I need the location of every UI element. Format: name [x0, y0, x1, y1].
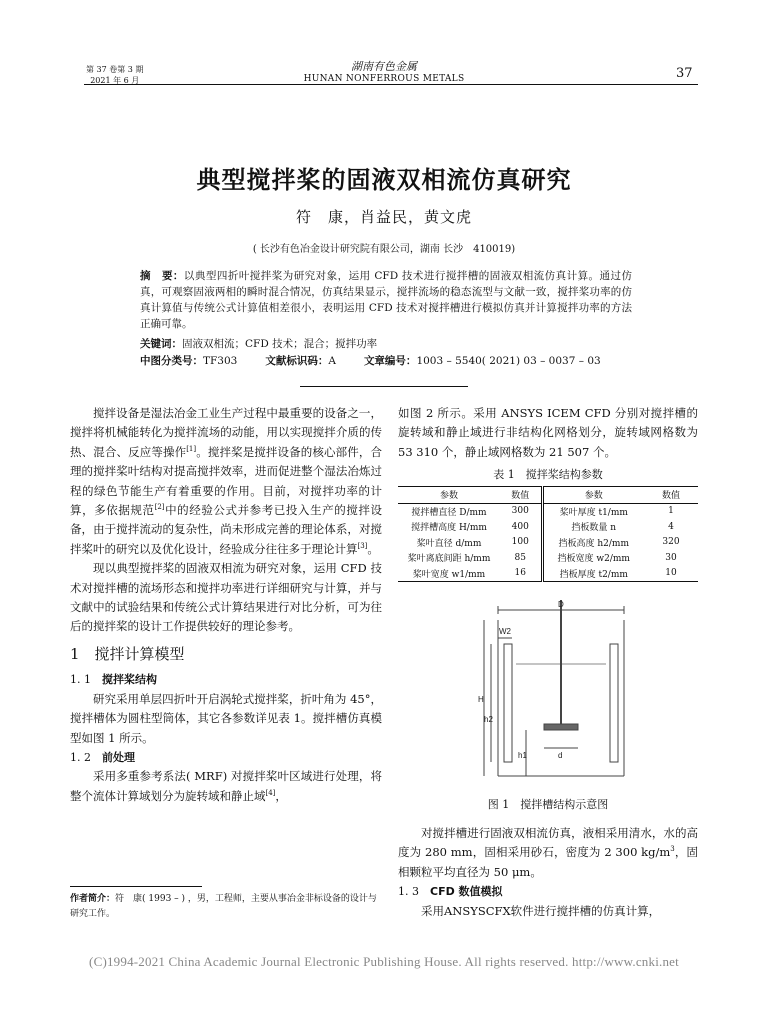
- figure-1-caption: 图 1 搅拌槽结构示意图: [487, 798, 609, 811]
- copyright-notice: (C)1994-2021 China Academic Journal Electronic Publishing House. All rights reserved. http://www.cnki.net: [89, 954, 679, 969]
- page-number: 37: [676, 66, 693, 81]
- footnote-rule: [70, 886, 202, 887]
- classification-line: [140, 353, 640, 369]
- journal-header: [250, 60, 518, 85]
- label-w2: W2: [499, 627, 511, 636]
- abstract-text: 以典型四折叶搅拌桨为研究对象，运用 CFD 技术进行搅拌槽的固液双相流仿真计算。通过仿真，可观察固液两相的瞬时混合情况，仿真结果显示，搅拌流场的稳态流型与文献一致，搅拌桨功率的仿真计算值与传统公式计算值相差很小，表明运用 CFD 技术对搅拌槽进行模拟仿真并计算搅拌功率的方法正确可靠。: [140, 270, 632, 330]
- section-1-1-paragraph: 研究采用单层四折叶开启涡轮式搅拌桨，折叶角为 45°，搅拌槽体为圆柱型筒体，其它各参数详见表 1。搅拌槽仿真模型如图 1 所示。: [70, 691, 382, 745]
- section-1-1-heading: 1. 1 搅拌桨结构: [70, 673, 157, 687]
- superscript-3: 3: [670, 845, 675, 854]
- section-1-2-paragraph: 采用多重参考系法( MRF) 对搅拌桨叶区域进行处理，将整个流体计算域划分为旋转域和静止域[4]，: [70, 769, 382, 803]
- keywords: [140, 336, 640, 352]
- table-1: [398, 486, 698, 582]
- volume-issue: 第 37 卷第 3 期: [86, 65, 144, 74]
- baffle-right: [610, 644, 618, 762]
- table-header-cell: 参数: [584, 491, 603, 502]
- table-header-row: [398, 487, 698, 504]
- citation-3: [3]: [357, 542, 368, 551]
- journal-name-cn: 湖南有色金属: [351, 60, 417, 73]
- baffle-left: [504, 644, 512, 762]
- label-h1: h1: [518, 751, 527, 760]
- table-1-caption: 表 1 搅拌桨结构参数: [493, 468, 603, 481]
- table-row: 桨叶直径 d/mm 100 挡板高度 h2/mm 320: [398, 535, 698, 551]
- keywords-text: 固液双相流；CFD 技术；混合；搅拌功率: [182, 338, 378, 350]
- impeller: [544, 724, 578, 730]
- section-1-2-heading: 1. 2 前处理: [70, 750, 135, 764]
- table-row: 桨叶离底间距 h/mm 85 挡板宽度 w2/mm 30: [398, 550, 698, 566]
- affiliation: ( 长沙有色冶金设计研究院有限公司，湖南 长沙 410019): [252, 244, 516, 255]
- table-header-cell: 数值: [500, 487, 542, 504]
- journal-name-en: HUNAN NONFERROUS METALS: [303, 74, 465, 84]
- issue-date: 2021 年 6 月: [90, 76, 140, 85]
- label-h: H: [478, 695, 484, 704]
- footnote-text: 符 康( 1993 – ) ，男，工程师，主要从事冶金非标设备的设计与研究工作。: [70, 894, 377, 919]
- header-rule: [84, 84, 698, 85]
- doc-code-value: A: [328, 355, 336, 367]
- intro-paragraph-2: 现以典型搅拌桨的固液双相流为研究对象，运用 CFD 技术对搅拌槽的流场形态和搅拌功率进行详细研究与计算，并与文献中的试验结果和传统公式计算结果进行对比分析，可为往后的搅拌桨的设计工作提供较好的理论参考。: [70, 561, 382, 634]
- label-d-impeller: d: [558, 751, 563, 760]
- doc-code-label: 文献标识码：: [265, 355, 329, 367]
- tank-schematic: [476, 596, 636, 786]
- label-h2: h2: [484, 715, 493, 724]
- clc-label: 中图分类号：: [140, 355, 203, 367]
- footnote-label: 作者简介：: [70, 894, 116, 904]
- abstract: [140, 268, 632, 332]
- section-1-3-heading: 1. 3 CFD 数值模拟: [398, 885, 503, 899]
- authors: 符 康，肖益民，黄文虎: [295, 208, 472, 226]
- intro-paragraph-1: 搅拌设备是湿法冶金工业生产过程中最重要的设备之一，搅拌将机械能转化为搅拌流场的动能，用以实现搅拌介质的传热、混合、反应等操作[1]。搅拌桨是搅拌设备的核心部件，合理的搅拌桨叶结构对提高搅拌效率，进而促进整个湿法冶炼过程的绿色节能生产有着重要的作用。目前，对搅拌功率的计算，多依据规范[2]中的经验公式并参考已投入生产的搅拌设备，由于搅拌流动的复杂性，尚未形成完善的理论体系，对搅拌桨叶的研究以及优化设计，经验成分往往多于理论计算[3]。: [70, 406, 383, 556]
- table-row: 桨叶宽度 w1/mm 16 挡板厚度 t2/mm 10: [398, 566, 698, 582]
- citation-2: [2]: [154, 503, 165, 512]
- issue-info: [86, 64, 143, 86]
- simulation-setup-paragraph: 对搅拌槽进行固液双相流仿真，液相采用清水，水的高度为 280 mm，固相采用砂石，密度为 2 300 $kg/m^3$，固相颗粒平均直径为 50 μm。: [398, 826, 698, 879]
- table-header-cell: 参数: [439, 491, 458, 502]
- table-row: 搅拌槽高度 H/mm 400 挡板数量 n 4: [398, 519, 698, 535]
- article-number-label: 文章编号：: [363, 355, 417, 367]
- section-1-3-paragraph: 采用ANSYSCFX软件进行搅拌槽的仿真计算，: [421, 903, 661, 918]
- table-row: 搅拌槽直径 D/mm 300 桨叶厚度 t1/mm 1: [398, 503, 698, 519]
- mesh-paragraph: 如图 2 所示。采用 ANSYS ICEM CFD 分别对搅拌槽的旋转域和静止域进行非结构化网格划分，旋转域网格数为 53 310 个，静止域网格数为 21 507 个。: [398, 406, 698, 459]
- label-d-tank: D: [558, 600, 564, 609]
- author-footnote: [70, 892, 380, 922]
- right-column-bottom: [398, 824, 698, 921]
- article-number-value: 1003 – 5540( 2021) 03 – 0037 – 03: [416, 355, 601, 367]
- abstract-label: 摘 要：: [140, 270, 184, 282]
- abstract-separator: [300, 386, 468, 387]
- citation-1: [1]: [186, 444, 197, 453]
- keywords-label: 关键词：: [140, 338, 182, 350]
- clc-value: TF303: [203, 355, 238, 367]
- section-1-heading: 1 搅拌计算模型: [70, 644, 185, 663]
- left-column: [70, 404, 382, 806]
- paper-title: 典型搅拌桨的固液双相流仿真研究: [196, 165, 572, 194]
- right-column-top: [398, 404, 698, 462]
- table-header-cell: 数值: [661, 491, 680, 502]
- citation-4: [4]: [265, 788, 276, 797]
